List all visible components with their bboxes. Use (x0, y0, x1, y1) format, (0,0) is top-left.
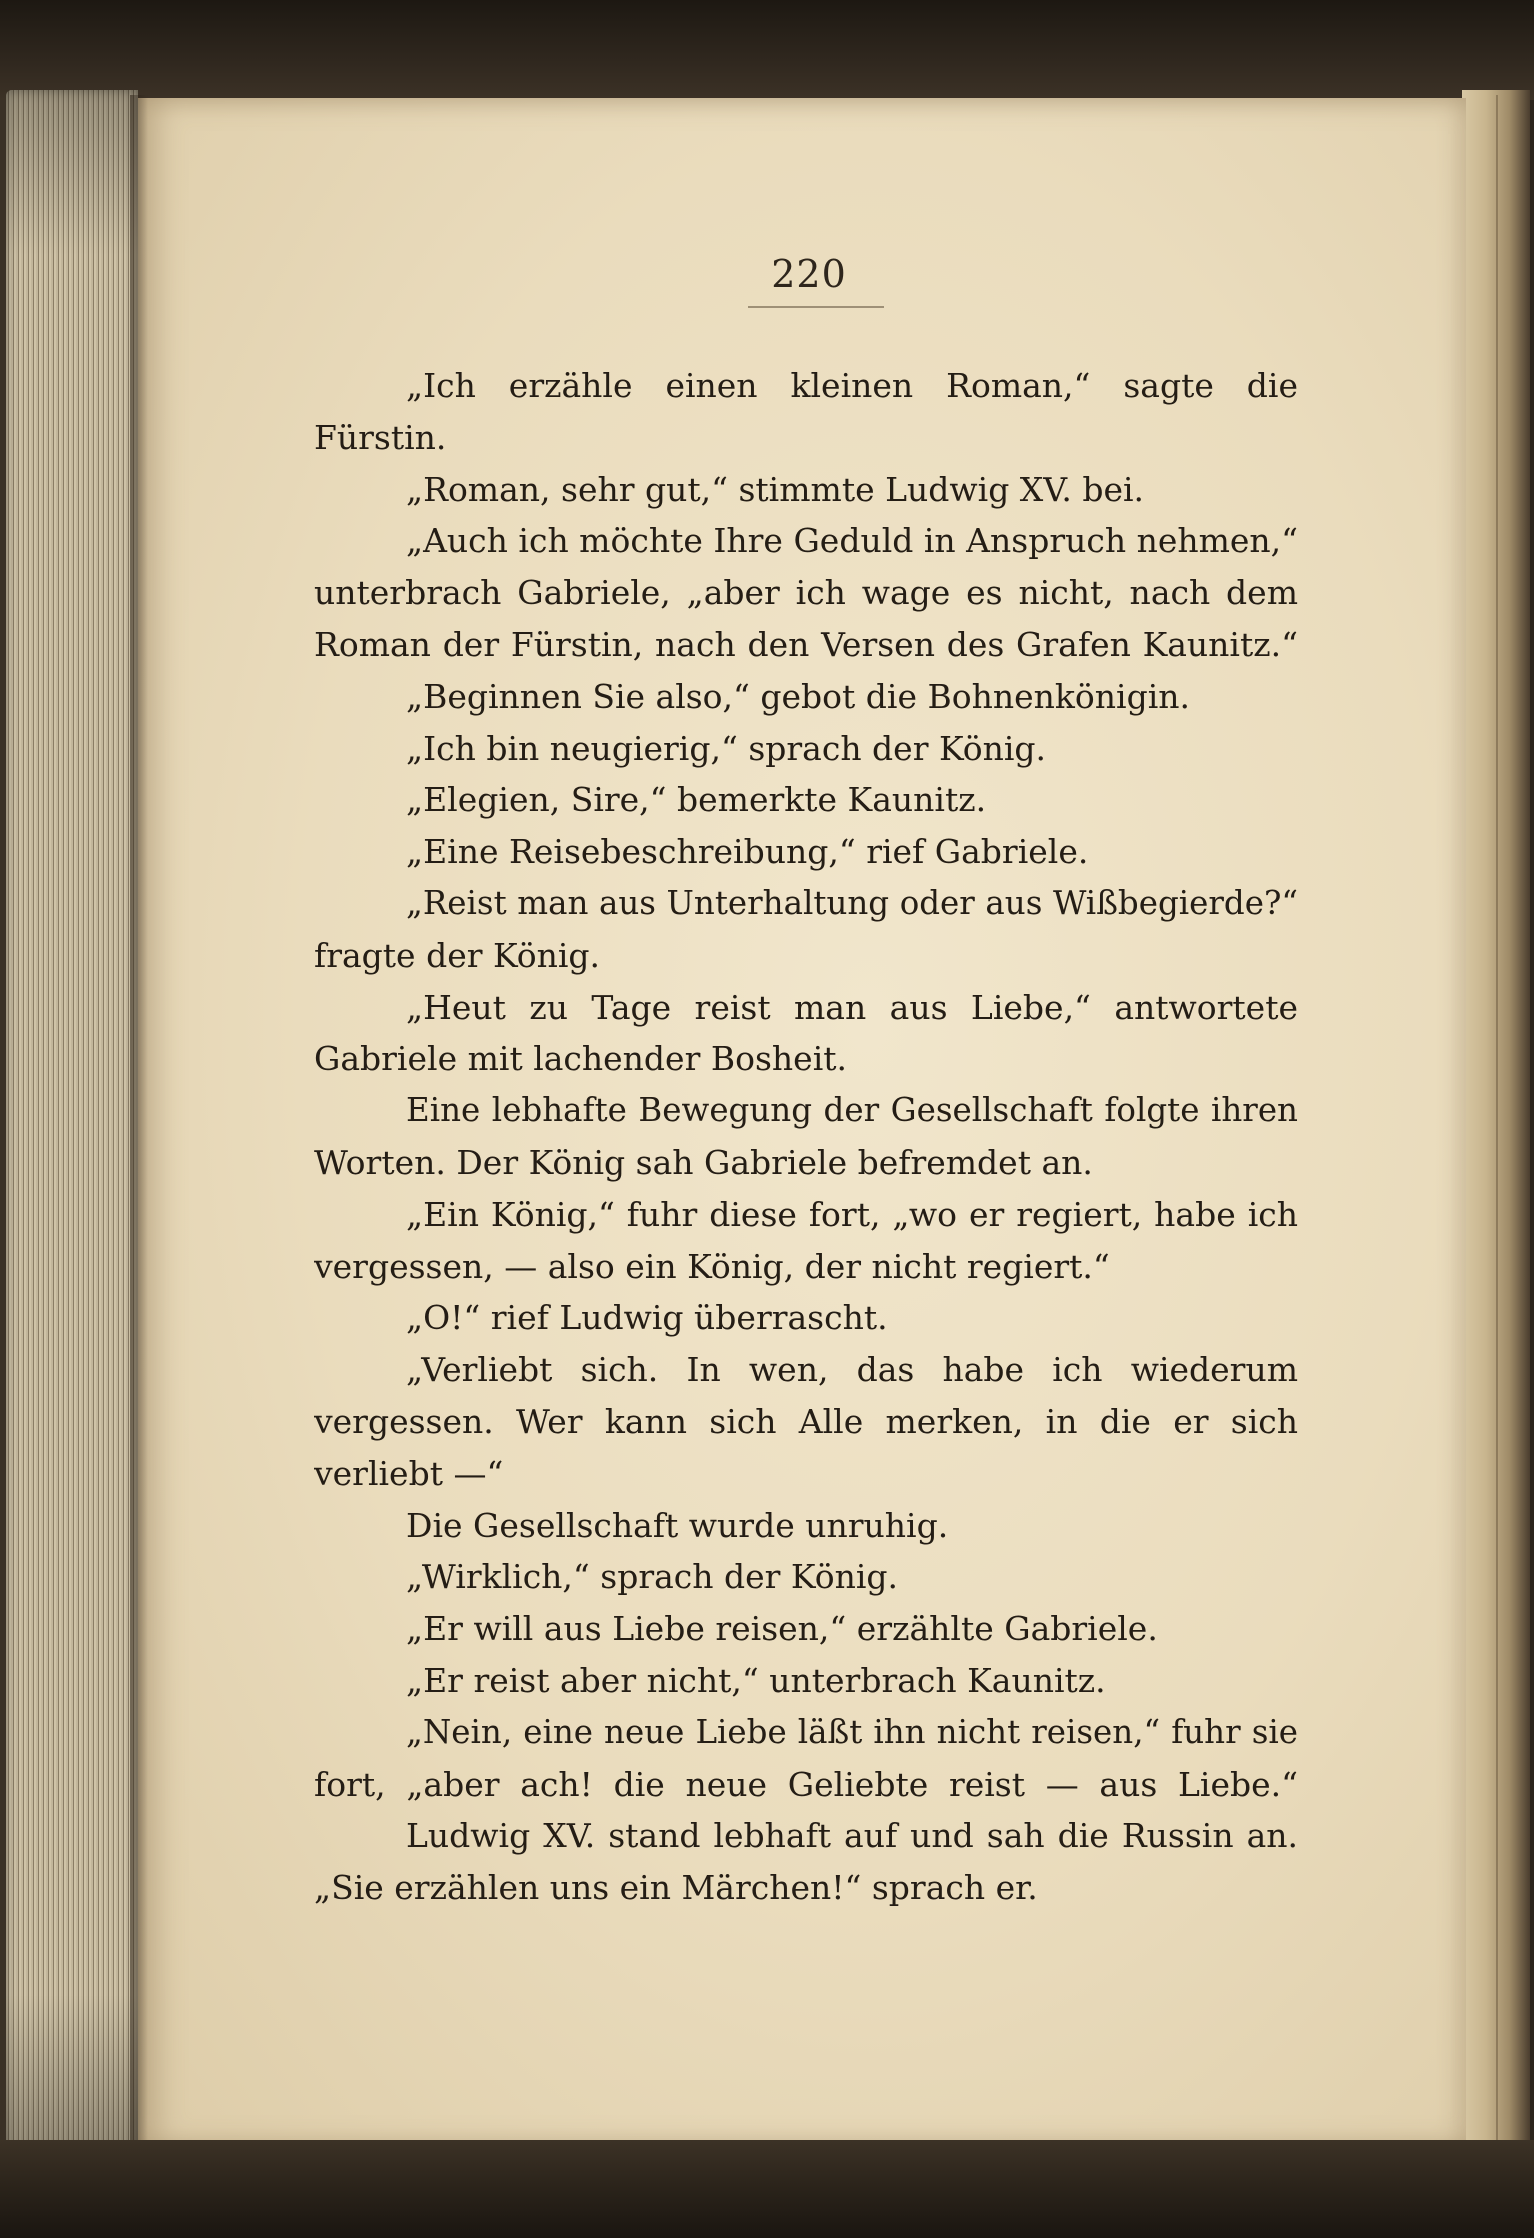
text-line: Ludwig XV. stand lebhaft auf und sah die Russin an. (406, 1816, 1298, 1856)
text-line: „Sie erzählen uns ein Märchen!“ sprach er. (314, 1868, 1038, 1908)
text-line: „Heut zu Tage reist man aus Liebe,“ antwortete (406, 987, 1298, 1027)
top-binding (0, 0, 1534, 100)
page-number: 220 (771, 252, 847, 296)
text-line: „Verliebt sich. In wen, das habe ich wiederum (406, 1350, 1298, 1390)
text-line: „Er reist aber nicht,“ unterbrach Kaunitz. (406, 1660, 1106, 1700)
text-line: „Reist man aus Unterhaltung oder aus Wißbegierde?“ (406, 883, 1298, 922)
text-line: „Wirklich,“ sprach der König. (406, 1557, 898, 1597)
right-edge-line (1496, 95, 1498, 2145)
page-text-block (314, 360, 1298, 1914)
text-line: „Ich erzähle einen kleinen Roman,“ sagte die (406, 366, 1298, 405)
text-line: „Roman, sehr gut,“ stimmte Ludwig XV. bei. (406, 469, 1145, 509)
text-line: fort, „aber ach! die neue Geliebte reist — aus Liebe.“ (314, 1764, 1298, 1804)
text-line: Die Gesellschaft wurde unruhig. (406, 1505, 949, 1545)
text-line: Roman der Fürstin, nach den Versen des Grafen Kaunitz.“ (314, 624, 1298, 664)
text-line: Worten. Der König sah Gabriele befremdet an. (314, 1142, 1093, 1182)
bottom-binding (0, 2140, 1534, 2238)
text-line: Eine lebhafte Bewegung der Gesellschaft folgte ihren (406, 1091, 1298, 1130)
text-line: „Ich bin neugierig,“ sprach der König. (406, 728, 1047, 768)
gutter-shadow (130, 95, 148, 2150)
text-line: „O!“ rief Ludwig überrascht. (406, 1298, 888, 1338)
text-line: vergessen. Wer kann sich Alle merken, in die er sich (314, 1401, 1298, 1441)
text-line: Fürstin. (314, 417, 447, 457)
text-line: verliebt —“ (314, 1453, 504, 1493)
text-line: „Auch ich möchte Ihre Geduld in Anspruch nehmen,“ (406, 521, 1298, 561)
text-line: „Ein König,“ fuhr diese fort, „wo er regiert, habe ich (406, 1194, 1298, 1234)
text-line: „Er will aus Liebe reisen,“ erzählte Gabriele. (406, 1609, 1158, 1649)
page-number-rule (748, 306, 884, 308)
text-line: „Eine Reisebeschreibung,“ rief Gabriele. (406, 832, 1089, 872)
text-line: Gabriele mit lachender Bosheit. (314, 1039, 847, 1079)
page-stack-shade (6, 90, 138, 2160)
text-line: fragte der König. (314, 935, 601, 975)
text-line: „Beginnen Sie also,“ gebot die Bohnenkönigin. (406, 676, 1190, 716)
text-line: „Elegien, Sire,“ bemerkte Kaunitz. (406, 780, 987, 820)
text-line: „Nein, eine neue Liebe läßt ihn nicht reisen,“ fuhr sie (406, 1712, 1298, 1751)
text-line: vergessen, — also ein König, der nicht regiert.“ (314, 1246, 1110, 1286)
text-line: unterbrach Gabriele, „aber ich wage es nicht, nach dem (314, 573, 1298, 613)
